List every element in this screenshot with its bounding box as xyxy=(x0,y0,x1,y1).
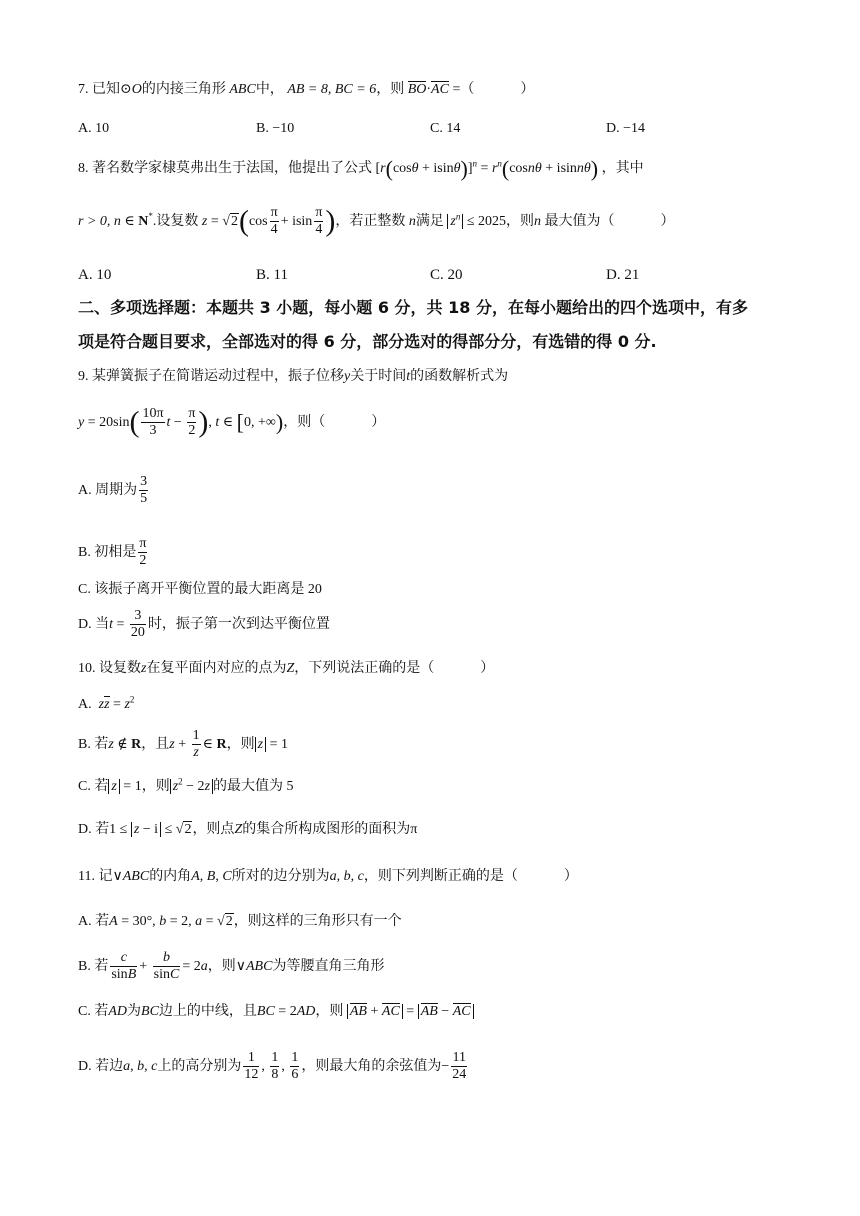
q9-option-d: D. 当t = $\frac{3}{20}$ 时，振子第一次到达平衡位置 xyxy=(78,608,330,641)
q7-option-b: B. −10 xyxy=(256,121,295,136)
q11-option-d: D. 若边a, b, c上的高分别为 $\frac{1}{12}$ , $\frac{1}{8}$ , $\frac{1}{6}$ ，则最大角的余弦值为− $\frac{11}{24}$ xyxy=(78,1050,467,1083)
section-2-heading-line2: 项是符合题目要求，全部选对的得 6 分，部分选对的得部分分，有选错的得 0 分. xyxy=(78,332,657,351)
question-7-stem: 7. 已知⊙O的内接三角形 ABC中， AB = 8, BC = 6，则 BO·AC =（ ） xyxy=(78,82,535,97)
q11-option-b: B. 若 $\frac{c}{\sin B}$ + $\frac{b}{\sin C}$ = 2a，则∨ABC为等腰直角三角形 xyxy=(78,950,385,983)
q7-option-a: A. 10 xyxy=(78,121,110,136)
q8-option-d: D. 21 xyxy=(606,267,640,283)
question-9-formula: y = 20sin( $\frac{10\pi}{3}$ t − $\frac{\pi}{2}$ ), t ∈ [0, +∞)，则（ ） xyxy=(78,405,386,439)
q9-option-c: C. 该振子离开平衡位置的最大距离是 20 xyxy=(78,582,322,597)
q11-option-c: C. 若AD为BC边上的中线，且BC = 2AD，则 AB + AC = AB − AC xyxy=(78,1003,474,1019)
question-10-stem: 10. 设复数z在复平面内对应的点为Z，下列说法正确的是（ ） xyxy=(78,661,495,676)
q10-option-a: A. zz = $z^2$ xyxy=(78,694,135,712)
section-2-heading-line1: 二、多项选择题：本题共 3 小题，每小题 6 分，共 18 分，在每小题给出的四个选项中，有多 xyxy=(78,298,748,317)
q8-option-c: C. 20 xyxy=(430,267,463,283)
question-9-line1: 9. 某弹簧振子在简谐运动过程中，振子位移y关于时间t的函数解析式为 xyxy=(78,369,509,384)
de-moivre-formula: $[r(\cos\theta + isin\theta)]^n = r^n(\cos n\theta + isinn\theta)$ xyxy=(375,156,599,181)
q8-option-b: B. 11 xyxy=(256,267,288,283)
q9-option-b: B. 初相是 $\frac{\pi}{2}$ xyxy=(78,536,147,569)
q9-option-a: A. 周期为 $\frac{3}{5}$ xyxy=(78,474,148,507)
q7-condition: AB = 8, BC = 6 xyxy=(287,82,377,97)
q11-option-a: A. 若A = 30°, b = 2, a = √2，则这样的三角形只有一个 xyxy=(78,914,402,929)
q10-option-c: C. 若 z = 1，则 $z^2 - 2z$ 的最大值为 5 xyxy=(78,776,294,794)
q10-option-b: B. 若z ∉ R，且z + $\frac{1}{z}$ ∈ R，则 z = 1 xyxy=(78,728,289,761)
question-8-line1: 8. 著名数学家棣莫弗出生于法国，他提出了公式 $[r(\cos\theta + isin\theta)]^n = r^n(\cos n\theta + isinn\theta)$ ，其中 xyxy=(78,156,644,181)
q7-option-d: D. −14 xyxy=(606,121,646,136)
question-8-line2: r > 0, n ∈ N*.设复数 z = √2(cos $\frac{\pi}{4}$ + isin $\frac{\pi}{4}$ )，若正整数 n满足 $z^n \le 2025$，则n 最大值为（ ） xyxy=(78,204,675,238)
q7-option-c: C. 14 xyxy=(430,121,461,136)
q10-option-d: D. 若1 ≤ z − i ≤ √2，则点Z的集合所构成图形的面积为π xyxy=(78,822,418,837)
q8-option-a: A. 10 xyxy=(78,267,112,283)
question-11-stem: 11. 记∨ABC的内角A, B, C所对的边分别为a, b, c，则下列判断正确的是（ ） xyxy=(78,869,578,884)
